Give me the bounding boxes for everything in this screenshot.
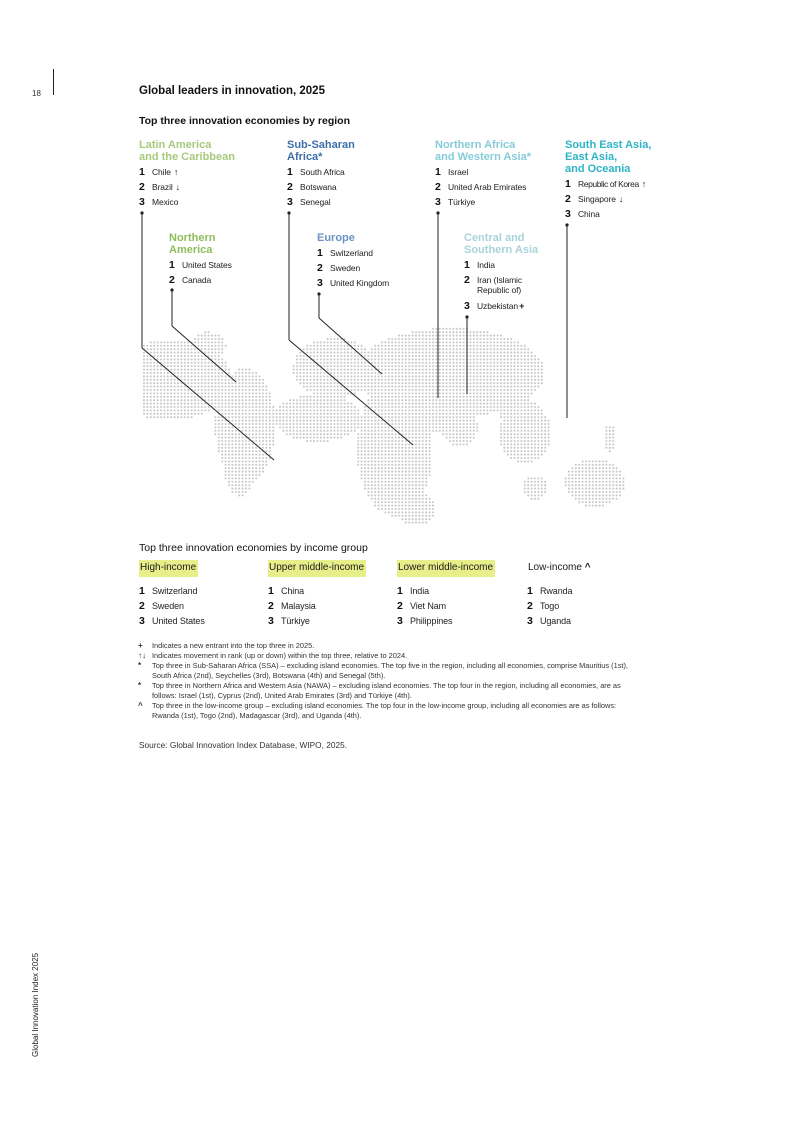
leader-line-latin-america [142, 348, 274, 460]
page-number: 18 [32, 89, 41, 98]
source-note: Source: Global Innovation Index Database, WIPO, 2025. [139, 740, 348, 750]
income-group-high [139, 557, 205, 630]
page-title: Global leaders in innovation, 2025 [139, 85, 325, 97]
rank-row: 3 United States [139, 615, 205, 627]
rank-row: 3 Uganda [527, 615, 571, 627]
rank-row: 3 Mexico [139, 196, 179, 208]
rank-row: 1 Switzerland [139, 585, 198, 597]
footnote: ↑↓ Indicates movement in rank (up or down) within the top three, relative to 2024. [138, 651, 408, 660]
rank-row: 2 Singapore ↓ [565, 193, 624, 205]
income-group-lower-middle [397, 557, 495, 630]
new-entrant-icon: + [519, 301, 525, 311]
region-seao [565, 139, 651, 223]
leader-line-northern-america [172, 326, 236, 382]
rank-row: 3 United Kingdom [317, 277, 390, 289]
region-name: Europe [317, 232, 355, 244]
region-europe [317, 232, 389, 292]
income-group-label: High-income [139, 560, 198, 577]
income-group-label: Low-income ^ [528, 562, 591, 573]
leader-line-sub-saharan-africa [289, 340, 413, 445]
region-northern-america [169, 232, 232, 289]
rank-row: 3 China [565, 208, 600, 220]
footnote: + Indicates a new entrant into the top three in 2025. [138, 641, 315, 650]
rank-row: 1 Chile ↑ [139, 166, 179, 178]
region-sub-saharan-africa [287, 139, 355, 211]
region-section-title: Top three innovation economies by region [139, 115, 350, 127]
region-name: Latin America and the Caribbean [139, 139, 235, 163]
footnote: ^ Top three in the low-income group – excluding island economies. The top four in the low-income group, including all economies are as follows: Rwanda (1st), Togo (2nd), Madagascar (3rd), and Uganda (4th). [138, 701, 617, 720]
leader-line-europe [319, 318, 382, 374]
rank-row: 3 Philippines [397, 615, 453, 627]
rank-row: 1 Rwanda [527, 585, 573, 597]
rank-row: 1 India [464, 259, 495, 271]
income-group-low [527, 557, 593, 630]
leader-lines [0, 0, 793, 560]
rank-row: 1 Republic of Korea ↑ [565, 178, 647, 190]
rank-row: 3 Türkiye [435, 196, 476, 208]
region-name: Northern Africa and Western Asia* [435, 139, 531, 163]
rank-row: 1 Switzerland [317, 247, 373, 259]
rank-row: 2 Malaysia [268, 600, 316, 612]
rank-row: 2 Sweden [317, 262, 361, 274]
region-central-southern-asia [464, 232, 539, 315]
rank-up-icon: ↑ [641, 179, 647, 189]
rank-row: 1 South Africa [287, 166, 345, 178]
rank-row: 2 Brazil ↓ [139, 181, 181, 193]
rank-row: 3 Senegal [287, 196, 331, 208]
income-group-upper-middle [268, 557, 366, 630]
region-nawa [435, 139, 531, 211]
rank-row: 1 India [397, 585, 430, 597]
rank-row: 3 Uzbekistan + [464, 300, 525, 312]
footnotes [138, 641, 643, 721]
rank-row: 1 Israel [435, 166, 469, 178]
running-side-label: Global Innovation Index 2025 [31, 952, 40, 1057]
caret-icon: ^ [584, 562, 591, 573]
region-name: South East Asia, East Asia, and Oceania [565, 139, 652, 175]
rank-down-icon: ↓ [175, 182, 181, 192]
region-name: Sub-Saharan Africa* [287, 139, 355, 163]
rank-row: 2 Viet Nam [397, 600, 447, 612]
footnote: * Top three in Sub-Saharan Africa (SSA) – excluding island economies. The top five in the region, including all economies, comprise Mauritius (1st), South Africa (2nd), Seychelles (3rd), Botswana (4th) and Senegal (5th). [138, 661, 628, 680]
rank-row: 2 Iran (Islamic Republic of) [464, 274, 522, 295]
region-name: Northern America [169, 232, 216, 256]
rank-row: 2 Canada [169, 274, 212, 286]
rank-row: 3 Türkiye [268, 615, 310, 627]
income-section-title: Top three innovation economies by income group [139, 542, 368, 554]
rank-row: 2 Togo [527, 600, 560, 612]
rank-up-icon: ↑ [173, 167, 179, 177]
rank-row: 1 United States [169, 259, 232, 271]
rank-row: 2 Botswana [287, 181, 337, 193]
rank-row: 1 China [268, 585, 305, 597]
income-group-label: Lower middle-income [397, 560, 495, 577]
rank-row: 2 United Arab Emirates [435, 181, 527, 193]
income-group-label: Upper middle-income [268, 560, 366, 577]
footnote: * Top three in Northern Africa and Western Asia (NAWA) – excluding island economies. The top four in the region, including all economies, are as follows: Israel (1st), Cyprus (2nd), United Arab Emirates (3rd) and Türkiye (4th). [138, 681, 621, 700]
rank-row: 2 Sweden [139, 600, 184, 612]
rank-down-icon: ↓ [618, 194, 624, 204]
region-name: Central and Southern Asia [464, 232, 539, 256]
region-latin-america [139, 139, 235, 211]
